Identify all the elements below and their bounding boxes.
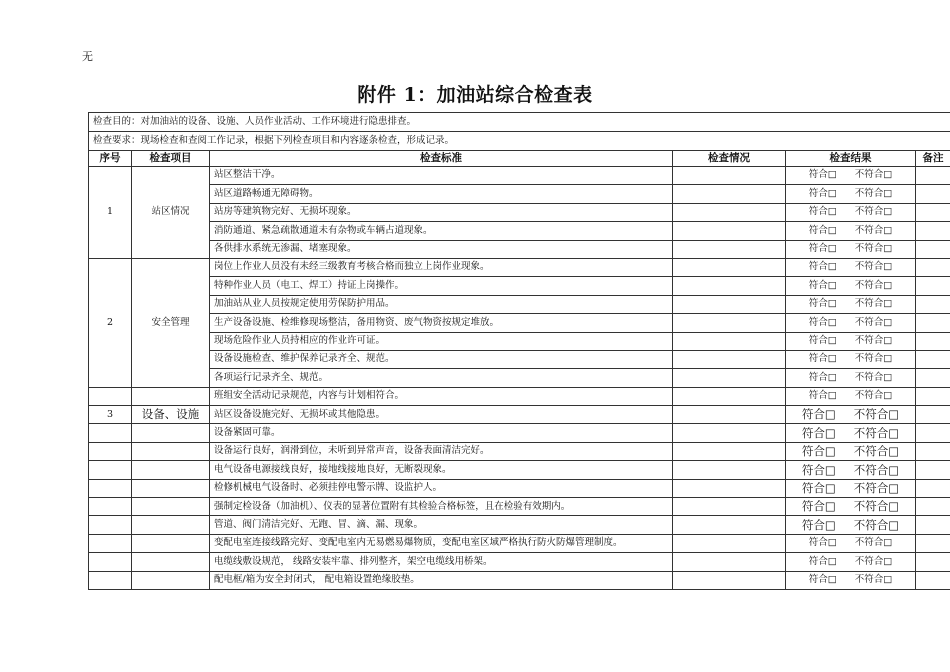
fail-checkbox[interactable]: 不符合□ bbox=[853, 499, 900, 514]
row-situation[interactable] bbox=[673, 332, 786, 350]
table-row bbox=[89, 461, 950, 479]
row-seq: 1 bbox=[89, 167, 132, 259]
pass-checkbox[interactable]: 符合□ bbox=[808, 555, 837, 567]
pass-checkbox[interactable]: 符合□ bbox=[801, 462, 836, 477]
row-seq-empty bbox=[89, 424, 132, 442]
row-seq-empty bbox=[89, 553, 132, 571]
pass-checkbox[interactable]: 符合□ bbox=[801, 499, 836, 514]
fail-checkbox[interactable]: 不符合□ bbox=[854, 279, 893, 291]
row-standard: 站区整洁干净。 bbox=[210, 167, 673, 185]
pass-checkbox[interactable]: 符合□ bbox=[808, 206, 837, 218]
row-seq: 2 bbox=[89, 258, 132, 387]
fail-checkbox[interactable]: 不符合□ bbox=[854, 537, 893, 549]
row-item: 站区情况 bbox=[132, 167, 210, 259]
row-result bbox=[786, 534, 916, 552]
row-remark[interactable] bbox=[916, 185, 950, 203]
row-standard: 检修机械电气设备时、必须挂停电警示牌、设监护人。 bbox=[210, 479, 673, 497]
table-row bbox=[89, 203, 950, 221]
row-standard: 特种作业人员（电工、焊工）持证上岗操作。 bbox=[210, 277, 673, 295]
row-situation[interactable] bbox=[673, 534, 786, 552]
row-standard: 站房等建筑物完好、无损坏现象。 bbox=[210, 203, 673, 221]
table-row bbox=[89, 369, 950, 387]
row-remark[interactable] bbox=[916, 498, 950, 516]
fail-checkbox[interactable]: 不符合□ bbox=[854, 187, 893, 199]
table-row bbox=[89, 258, 950, 276]
row-standard: 岗位上作业人员没有未经三级教育考核合格而独立上岗作业现象。 bbox=[210, 258, 673, 276]
row-standard: 变配电室连接线路完好、变配电室内无易燃易爆物质，变配电室区域严格执行防火防爆管理制度。 bbox=[210, 534, 673, 552]
row-remark[interactable] bbox=[916, 571, 950, 589]
row-standard: 站区设备设施完好、无损坏或其他隐患。 bbox=[210, 406, 673, 424]
table-row bbox=[89, 167, 950, 185]
row-situation[interactable] bbox=[673, 442, 786, 460]
col-result: 检查结果 bbox=[786, 151, 916, 167]
row-standard: 站区道路畅通无障碍物。 bbox=[210, 185, 673, 203]
row-remark[interactable] bbox=[916, 203, 950, 221]
row-result bbox=[786, 479, 916, 497]
row-result bbox=[786, 295, 916, 313]
row-result bbox=[786, 571, 916, 589]
row-standard: 管道、阀门清洁完好、无跑、冒、滴、漏、现象。 bbox=[210, 516, 673, 534]
fail-checkbox[interactable]: 不符合□ bbox=[853, 407, 900, 422]
row-item-empty bbox=[132, 534, 210, 552]
row-item: 安全管理 bbox=[132, 258, 210, 387]
table-row bbox=[89, 314, 950, 332]
row-remark[interactable] bbox=[916, 442, 950, 460]
table-header-row bbox=[89, 151, 950, 167]
row-remark[interactable] bbox=[916, 222, 950, 240]
fail-checkbox[interactable]: 不符合□ bbox=[854, 261, 893, 273]
row-situation[interactable] bbox=[673, 222, 786, 240]
row-item-empty bbox=[132, 516, 210, 534]
fail-checkbox[interactable]: 不符合□ bbox=[854, 371, 893, 383]
fail-checkbox[interactable]: 不符合□ bbox=[854, 169, 893, 181]
fail-checkbox[interactable]: 不符合□ bbox=[854, 390, 893, 402]
row-standard: 班组安全活动记录规范，内容与计划相符合。 bbox=[210, 387, 673, 405]
pass-checkbox[interactable]: 符合□ bbox=[808, 334, 837, 346]
fail-checkbox[interactable]: 不符合□ bbox=[854, 243, 893, 255]
row-result bbox=[786, 387, 916, 405]
row-remark[interactable] bbox=[916, 553, 950, 571]
row-remark[interactable] bbox=[916, 167, 950, 185]
row-remark[interactable] bbox=[916, 387, 950, 405]
row-item-empty bbox=[132, 442, 210, 460]
row-situation[interactable] bbox=[673, 553, 786, 571]
row-result bbox=[786, 424, 916, 442]
row-situation[interactable] bbox=[673, 461, 786, 479]
pass-checkbox[interactable]: 符合□ bbox=[808, 298, 837, 310]
row-situation[interactable] bbox=[673, 516, 786, 534]
table-row bbox=[89, 553, 950, 571]
row-situation[interactable] bbox=[673, 350, 786, 368]
col-standard: 检查标准 bbox=[210, 151, 673, 167]
row-result bbox=[786, 258, 916, 276]
row-standard: 配电框/箱为安全封闭式， 配电箱设置绝缘胶垫。 bbox=[210, 571, 673, 589]
row-standard: 加油站从业人员按规定使用劳保防护用品。 bbox=[210, 295, 673, 313]
row-remark[interactable] bbox=[916, 479, 950, 497]
row-result bbox=[786, 461, 916, 479]
row-item: 设备、设施 bbox=[132, 406, 210, 424]
row-remark[interactable] bbox=[916, 516, 950, 534]
row-remark[interactable] bbox=[916, 332, 950, 350]
col-seq: 序号 bbox=[89, 151, 132, 167]
row-remark[interactable] bbox=[916, 258, 950, 276]
row-standard: 设备设施检查、维护保养记录齐全、规范。 bbox=[210, 350, 673, 368]
row-item-empty bbox=[132, 479, 210, 497]
table-row bbox=[89, 350, 950, 368]
fail-checkbox[interactable]: 不符合□ bbox=[854, 298, 893, 310]
row-result bbox=[786, 185, 916, 203]
row-seq-empty bbox=[89, 571, 132, 589]
pass-checkbox[interactable]: 符合□ bbox=[808, 353, 837, 365]
fail-checkbox[interactable]: 不符合□ bbox=[853, 481, 900, 496]
row-seq-empty bbox=[89, 516, 132, 534]
row-situation[interactable] bbox=[673, 314, 786, 332]
row-item-empty bbox=[132, 424, 210, 442]
table-row bbox=[89, 479, 950, 497]
row-seq-empty bbox=[89, 387, 132, 405]
pass-checkbox[interactable]: 符合□ bbox=[808, 169, 837, 181]
row-situation[interactable] bbox=[673, 406, 786, 424]
row-seq-empty bbox=[89, 479, 132, 497]
table-row bbox=[89, 571, 950, 589]
row-item-empty bbox=[132, 571, 210, 589]
row-result bbox=[786, 332, 916, 350]
row-situation[interactable] bbox=[673, 277, 786, 295]
fail-checkbox[interactable]: 不符合□ bbox=[854, 555, 893, 567]
fail-checkbox[interactable]: 不符合□ bbox=[853, 425, 900, 440]
pass-checkbox[interactable]: 符合□ bbox=[801, 407, 836, 422]
col-situation: 检查情况 bbox=[673, 151, 786, 167]
row-item-empty bbox=[132, 461, 210, 479]
row-remark[interactable] bbox=[916, 406, 950, 424]
row-result bbox=[786, 314, 916, 332]
row-situation[interactable] bbox=[673, 203, 786, 221]
row-result bbox=[786, 277, 916, 295]
fail-checkbox[interactable]: 不符合□ bbox=[854, 574, 893, 586]
table-row bbox=[89, 277, 950, 295]
inspection-table bbox=[88, 112, 950, 590]
pass-checkbox[interactable]: 符合□ bbox=[808, 316, 837, 328]
row-standard: 各项运行记录齐全、规范。 bbox=[210, 369, 673, 387]
pass-checkbox[interactable]: 符合□ bbox=[808, 537, 837, 549]
pass-checkbox[interactable]: 符合□ bbox=[801, 481, 836, 496]
table-row bbox=[89, 442, 950, 460]
table-row bbox=[89, 222, 950, 240]
row-remark[interactable] bbox=[916, 369, 950, 387]
row-standard: 设备运行良好，润滑到位，未听到异常声音，设备表面清洁完好。 bbox=[210, 442, 673, 460]
pass-checkbox[interactable]: 符合□ bbox=[808, 224, 837, 236]
row-situation[interactable] bbox=[673, 571, 786, 589]
pass-checkbox[interactable]: 符合□ bbox=[808, 371, 837, 383]
fail-checkbox[interactable]: 不符合□ bbox=[854, 206, 893, 218]
row-item-empty bbox=[132, 553, 210, 571]
row-standard: 各供排水系统无渗漏、堵塞现象。 bbox=[210, 240, 673, 258]
page-title: 附件 1：加油站综合检查表 bbox=[357, 84, 593, 106]
check-requirement: 检查要求：现场检查和查阅工作记录，根据下列检查项目和内容逐条检查，形成记录。 bbox=[89, 132, 950, 151]
fail-checkbox[interactable]: 不符合□ bbox=[853, 444, 900, 459]
row-seq-empty bbox=[89, 442, 132, 460]
row-item-empty bbox=[132, 387, 210, 405]
pass-checkbox[interactable]: 符合□ bbox=[808, 243, 837, 255]
table-row bbox=[89, 534, 950, 552]
fail-checkbox[interactable]: 不符合□ bbox=[853, 462, 900, 477]
row-result bbox=[786, 369, 916, 387]
row-result bbox=[786, 516, 916, 534]
col-remark: 备注 bbox=[916, 151, 950, 167]
col-item: 检查项目 bbox=[132, 151, 210, 167]
row-standard: 电气设备电源接线良好，接地线接地良好，无断裂现象。 bbox=[210, 461, 673, 479]
table-row bbox=[89, 240, 950, 258]
row-standard: 强制定检设备（加油机）、仪表的显著位置附有其检验合格标签，且在检验有效期内。 bbox=[210, 498, 673, 516]
table-row bbox=[89, 406, 950, 424]
row-situation[interactable] bbox=[673, 369, 786, 387]
table-row bbox=[89, 185, 950, 203]
row-remark[interactable] bbox=[916, 240, 950, 258]
row-result bbox=[786, 498, 916, 516]
fail-checkbox[interactable]: 不符合□ bbox=[854, 224, 893, 236]
row-remark[interactable] bbox=[916, 461, 950, 479]
fail-checkbox[interactable]: 不符合□ bbox=[854, 334, 893, 346]
table-row bbox=[89, 498, 950, 516]
pass-checkbox[interactable]: 符合□ bbox=[808, 279, 837, 291]
row-result bbox=[786, 240, 916, 258]
pass-checkbox[interactable]: 符合□ bbox=[808, 187, 837, 199]
row-seq-empty bbox=[89, 534, 132, 552]
fail-checkbox[interactable]: 不符合□ bbox=[854, 316, 893, 328]
table-row bbox=[89, 424, 950, 442]
row-standard: 消防通道、紧急疏散通道未有杂物或车辆占道现象。 bbox=[210, 222, 673, 240]
row-standard: 现场危险作业人员持相应的作业许可证。 bbox=[210, 332, 673, 350]
row-result bbox=[786, 442, 916, 460]
row-result bbox=[786, 203, 916, 221]
pass-checkbox[interactable]: 符合□ bbox=[808, 574, 837, 586]
row-result bbox=[786, 406, 916, 424]
table-row bbox=[89, 516, 950, 534]
row-situation[interactable] bbox=[673, 258, 786, 276]
header-note: 无 bbox=[82, 50, 93, 63]
row-remark[interactable] bbox=[916, 314, 950, 332]
row-result bbox=[786, 167, 916, 185]
row-standard: 设备紧固可靠。 bbox=[210, 424, 673, 442]
row-situation[interactable] bbox=[673, 167, 786, 185]
row-result bbox=[786, 222, 916, 240]
row-standard: 电缆线敷设规范， 线路安装牢靠、排列整齐，架空电缆线用桥架。 bbox=[210, 553, 673, 571]
row-seq-empty bbox=[89, 461, 132, 479]
row-situation[interactable] bbox=[673, 498, 786, 516]
table-row bbox=[89, 387, 950, 405]
row-item-empty bbox=[132, 498, 210, 516]
row-seq: 3 bbox=[89, 406, 132, 424]
row-standard: 生产设备设施、检维修现场整洁，备用物资、废气物资按规定堆放。 bbox=[210, 314, 673, 332]
pass-checkbox[interactable]: 符合□ bbox=[808, 261, 837, 273]
fail-checkbox[interactable]: 不符合□ bbox=[853, 517, 900, 532]
row-situation[interactable] bbox=[673, 424, 786, 442]
row-situation[interactable] bbox=[673, 185, 786, 203]
pass-checkbox[interactable]: 符合□ bbox=[808, 390, 837, 402]
row-remark[interactable] bbox=[916, 424, 950, 442]
pass-checkbox[interactable]: 符合□ bbox=[801, 425, 836, 440]
pass-checkbox[interactable]: 符合□ bbox=[801, 517, 836, 532]
table-row bbox=[89, 332, 950, 350]
row-seq-empty bbox=[89, 498, 132, 516]
row-remark[interactable] bbox=[916, 350, 950, 368]
row-remark[interactable] bbox=[916, 277, 950, 295]
row-situation[interactable] bbox=[673, 387, 786, 405]
row-remark[interactable] bbox=[916, 295, 950, 313]
row-situation[interactable] bbox=[673, 240, 786, 258]
pass-checkbox[interactable]: 符合□ bbox=[801, 444, 836, 459]
row-situation[interactable] bbox=[673, 295, 786, 313]
fail-checkbox[interactable]: 不符合□ bbox=[854, 353, 893, 365]
check-purpose: 检查目的：对加油站的设备、设施、人员作业活动、工作环境进行隐患排查。 bbox=[89, 113, 950, 132]
row-result bbox=[786, 350, 916, 368]
table-row bbox=[89, 295, 950, 313]
row-remark[interactable] bbox=[916, 534, 950, 552]
row-situation[interactable] bbox=[673, 479, 786, 497]
row-result bbox=[786, 553, 916, 571]
